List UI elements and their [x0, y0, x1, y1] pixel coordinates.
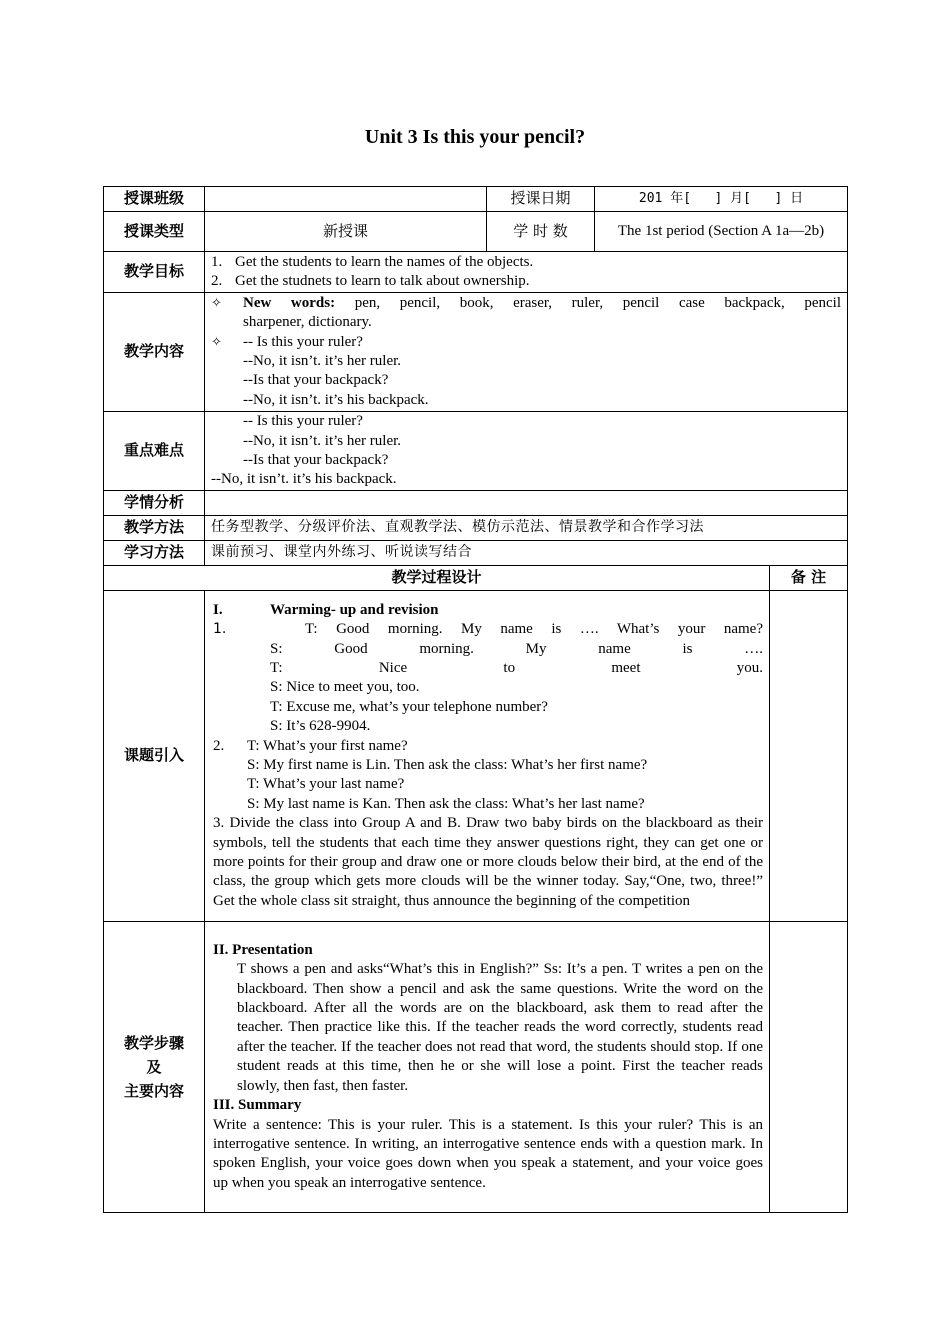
- date-value: 201 年[ ] 月[ ] 日: [595, 187, 848, 212]
- hours-label: 学 时 数: [487, 212, 595, 252]
- diamond-bullet-icon: ✧: [211, 334, 222, 350]
- notes-header: 备 注: [770, 566, 848, 591]
- new-words-label: New words:: [243, 294, 336, 311]
- intro-notes: [770, 591, 848, 922]
- row-analysis: [104, 491, 848, 516]
- type-label: 授课类型: [104, 212, 205, 252]
- presentation-paragraph: T shows a pen and asks“What’s this in English?” Ss: It’s a pen. T writes a pen on the blackboard. Then show a pencil and ask the same questions. Write the word on the blackboard. After all the words are on the blackboard, ask them to read after the teacher. Then practice like this. If the teacher reads the word correctly, students read after the teacher. If the teacher does not read that word, the students should stop. If one student reads at this time, then he or she will lose a point. First the teacher reads slowly, then fast, then faster.: [237, 961, 763, 1094]
- steps-notes: [770, 922, 848, 1213]
- teaching-method-value: 任务型教学、分级评价法、直观教学法、模仿示范法、情景教学和合作学习法: [205, 516, 848, 541]
- content-cell: ✧ New words: pen, pencil, book, eraser, ruler, pencil case backpack, pencil sharpener, dictionary. ✧ -- Is this your ruler? --No, it isn’t. it’s her ruler. --Is that your backpack? --No, it isn’t. it’s his backpack.: [205, 293, 848, 412]
- lesson-plan-table: [103, 186, 848, 1213]
- objectives-cell: [205, 252, 848, 293]
- key-points-cell: -- Is this your ruler? --No, it isn’t. it’s her ruler. --Is that your backpack? --No, it isn’t. it’s his backpack.: [205, 412, 848, 491]
- new-words-list: pen, pencil, book, eraser, ruler, pencil case backpack, pencil: [354, 294, 842, 311]
- intro-cell: I. Warming- up and revision 1. T: Good morning. My name is …. What’s your name? S: Good morning. My name is …. T: Nice to meet you. S: Nice to meet you, too. T: Excuse me, what’s your telephone number? S: It’s 628-9904. 2. T: What’s your first name? S: My first name is Lin. Then ask the class: What’s her first name? T: What’s your last name? S: My last name is Kan. Then ask the class: What’s her last name? 3. Divide the class into Group A and B. Draw two baby birds on the blackboard as their symbols, tell the students that each time they answer questions right, they can get one or more points for their group and draw one or more clouds below their bird, at the end of the class, the group which gets more clouds will be the winner today. Say,“One, two, three!” Get the whole class sit straight, thus announce the beginning of the competition: [205, 591, 770, 922]
- row-content: [104, 293, 848, 412]
- learning-method-label: 学习方法: [104, 541, 205, 566]
- objective-item: 2. Get the studnets to learn to talk about ownership.: [211, 273, 530, 289]
- page-title: Unit 3 Is this your pencil?: [364, 126, 586, 148]
- row-learning-method: [104, 541, 848, 566]
- diamond-bullet-icon: ✧: [211, 295, 222, 311]
- steps-cell: [205, 922, 770, 1213]
- row-key-points: [104, 412, 848, 491]
- new-words-item: ✧ New words: pen, pencil, book, eraser, ruler, pencil case backpack, pencil sharpener, dictionary.: [211, 294, 841, 333]
- summary-title: III. Summary: [213, 1097, 302, 1114]
- row-type-hours: [104, 212, 848, 252]
- intro-label: 课题引入: [104, 591, 205, 922]
- dialog-item: ✧ -- Is this your ruler?: [211, 333, 841, 352]
- step3-paragraph: 3. Divide the class into Group A and B. Draw two baby birds on the blackboard as their symbols, tell the students that each time they answer questions right, they can get one or more points for their group and draw one or more clouds below their bird, at the end of the class, the group which gets more clouds will be the winner today. Say,“One, two, three!” Get the whole class sit straight, thus announce the beginning of the competition: [213, 815, 763, 909]
- row-objectives: [104, 252, 848, 293]
- analysis-label: 学情分析: [104, 491, 205, 516]
- class-label: 授课班级: [104, 187, 205, 212]
- type-value: 新授课: [205, 212, 487, 252]
- key-points-label: 重点难点: [104, 412, 205, 491]
- objective-item: 1. Get the students to learn the names of the objects.: [211, 253, 534, 270]
- presentation-title: II. Presentation: [213, 941, 313, 958]
- hours-value: The 1st period (Section A 1a—2b): [595, 212, 848, 252]
- section-warmup-title: I. Warming- up and revision: [213, 601, 439, 618]
- analysis-value: [205, 491, 848, 516]
- row-process-header: [104, 566, 848, 591]
- objectives-label: 教学目标: [104, 252, 205, 293]
- process-header: 教学过程设计: [104, 566, 770, 591]
- date-label: 授课日期: [487, 187, 595, 212]
- class-value: [205, 187, 487, 212]
- summary-paragraph: Write a sentence: This is your ruler. This is a statement. Is this your ruler? This is an interrogative sentence. In writing, an interrogative sentence ends with a question mark. In spoken English, your voice goes down when you speak a statement, and your voice goes up when you speak an interrogative sentence.: [213, 1116, 763, 1191]
- row-teaching-method: [104, 516, 848, 541]
- steps-label: 教学步骤 及 主要内容: [104, 922, 205, 1213]
- teaching-method-label: 教学方法: [104, 516, 205, 541]
- row-steps: [104, 922, 848, 1213]
- row-intro: [104, 591, 848, 922]
- learning-method-value: 课前预习、课堂内外练习、听说读写结合: [205, 541, 848, 566]
- content-label: 教学内容: [104, 293, 205, 412]
- row-class-date: [104, 187, 848, 212]
